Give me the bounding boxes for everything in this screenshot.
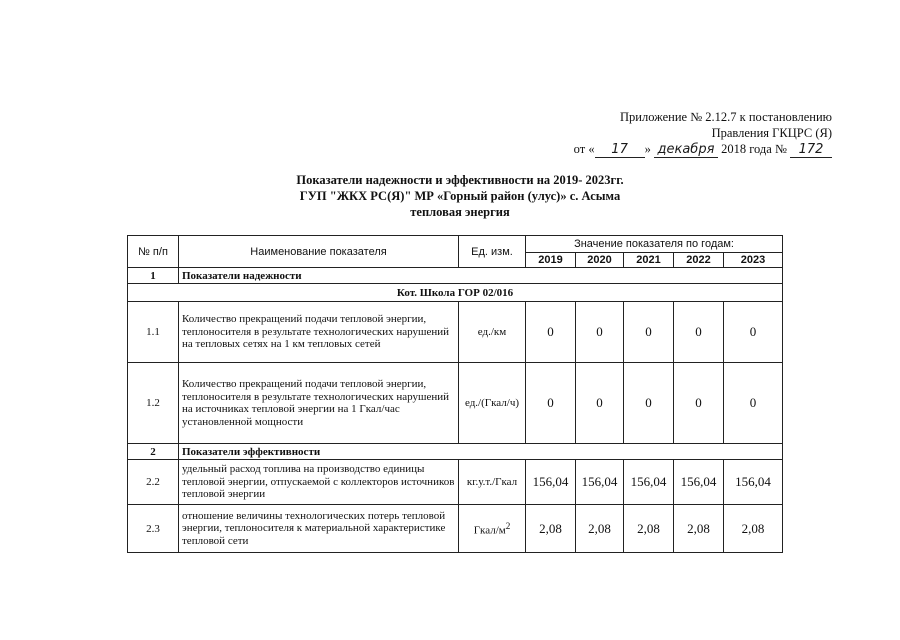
row-num: 1.2 (128, 363, 179, 444)
row-value: 0 (624, 302, 674, 363)
indicators-table (127, 235, 783, 553)
object-row (128, 284, 783, 302)
annex-line-3 (574, 141, 832, 158)
annex-from: от « (573, 142, 595, 156)
title-line-1: Показатели надежности и эффективности на 2019- 2023гг. (296, 173, 624, 187)
row-name: удельный расход топлива на производство единицы тепловой энергии, отпускаемой с коллекторов источников тепловой энергии (179, 460, 459, 505)
header-values-group: Значение показателя по годам: (526, 236, 783, 253)
header-name: Наименование показателя (179, 236, 459, 268)
table-row (128, 505, 783, 553)
header-year: 2019 (526, 253, 576, 268)
row-value: 0 (674, 302, 724, 363)
row-unit: кг.у.т./Гкал (459, 460, 526, 505)
header-year: 2022 (674, 253, 724, 268)
annex-day: 17 (595, 143, 645, 158)
row-value: 2,08 (576, 505, 624, 553)
row-value: 0 (724, 363, 783, 444)
table-row (128, 302, 783, 363)
row-num: 2.3 (128, 505, 179, 553)
title-line-3: тепловая энергия (410, 205, 510, 219)
annex-line-2: Правления ГКЦРС (Я) (711, 126, 832, 140)
row-value: 0 (674, 363, 724, 444)
document-title (0, 172, 900, 220)
title-line-2: ГУП "ЖКХ РС(Я)" МР «Горный район (улус)» с. Асыма (299, 189, 621, 203)
header-year: 2021 (624, 253, 674, 268)
unit-superscript: 2 (505, 520, 511, 531)
unit-base: Гкал/м (473, 524, 506, 537)
table-row (128, 363, 783, 444)
row-value: 0 (576, 363, 624, 444)
header-num: № п/п (128, 236, 179, 268)
row-value: 2,08 (674, 505, 724, 553)
section-row (128, 444, 783, 460)
section-num: 1 (128, 268, 179, 284)
annex-sep: » (644, 142, 651, 156)
row-value: 156,04 (576, 460, 624, 505)
row-name: Количество прекращений подачи тепловой энергии, теплоносителя в результате технологических нарушений на тепловых сетях на 1 км тепловых сетей (179, 302, 459, 363)
header-year: 2020 (576, 253, 624, 268)
header-row-1 (128, 236, 783, 253)
annex-month: декабря (654, 143, 718, 158)
section-num: 2 (128, 444, 179, 460)
row-value: 0 (526, 363, 576, 444)
row-value: 2,08 (724, 505, 783, 553)
row-unit: ед./(Гкал/ч) (459, 363, 526, 444)
header-unit: Ед. изм. (459, 236, 526, 268)
row-value: 0 (624, 363, 674, 444)
section-title: Показатели надежности (179, 268, 783, 284)
row-unit (459, 505, 526, 553)
row-num: 1.1 (128, 302, 179, 363)
row-value: 0 (724, 302, 783, 363)
row-value: 2,08 (624, 505, 674, 553)
row-name: отношение величины технологических потерь тепловой энергии, теплоносителя к материальной характеристике тепловой сети (179, 505, 459, 553)
section-title: Показатели эффективности (179, 444, 783, 460)
section-row (128, 268, 783, 284)
row-name: Количество прекращений подачи тепловой энергии, теплоносителя в результате технологических нарушений на источниках тепловой энергии на 1 Гкал/час установленной мощности (179, 363, 459, 444)
annex-line-1: Приложение № 2.12.7 к постановлению (620, 110, 832, 124)
annex-year: 2018 года № (721, 142, 787, 156)
row-value: 0 (576, 302, 624, 363)
row-value: 156,04 (674, 460, 724, 505)
header-year: 2023 (724, 253, 783, 268)
row-value: 156,04 (526, 460, 576, 505)
row-value: 0 (526, 302, 576, 363)
table-row (128, 460, 783, 505)
object-title: Кот. Школа ГОР 02/016 (128, 284, 783, 302)
row-value: 2,08 (526, 505, 576, 553)
row-value: 156,04 (624, 460, 674, 505)
annex-number: 172 (790, 143, 832, 158)
row-unit: ед./км (459, 302, 526, 363)
annex-header (574, 109, 832, 158)
row-value: 156,04 (724, 460, 783, 505)
row-num: 2.2 (128, 460, 179, 505)
